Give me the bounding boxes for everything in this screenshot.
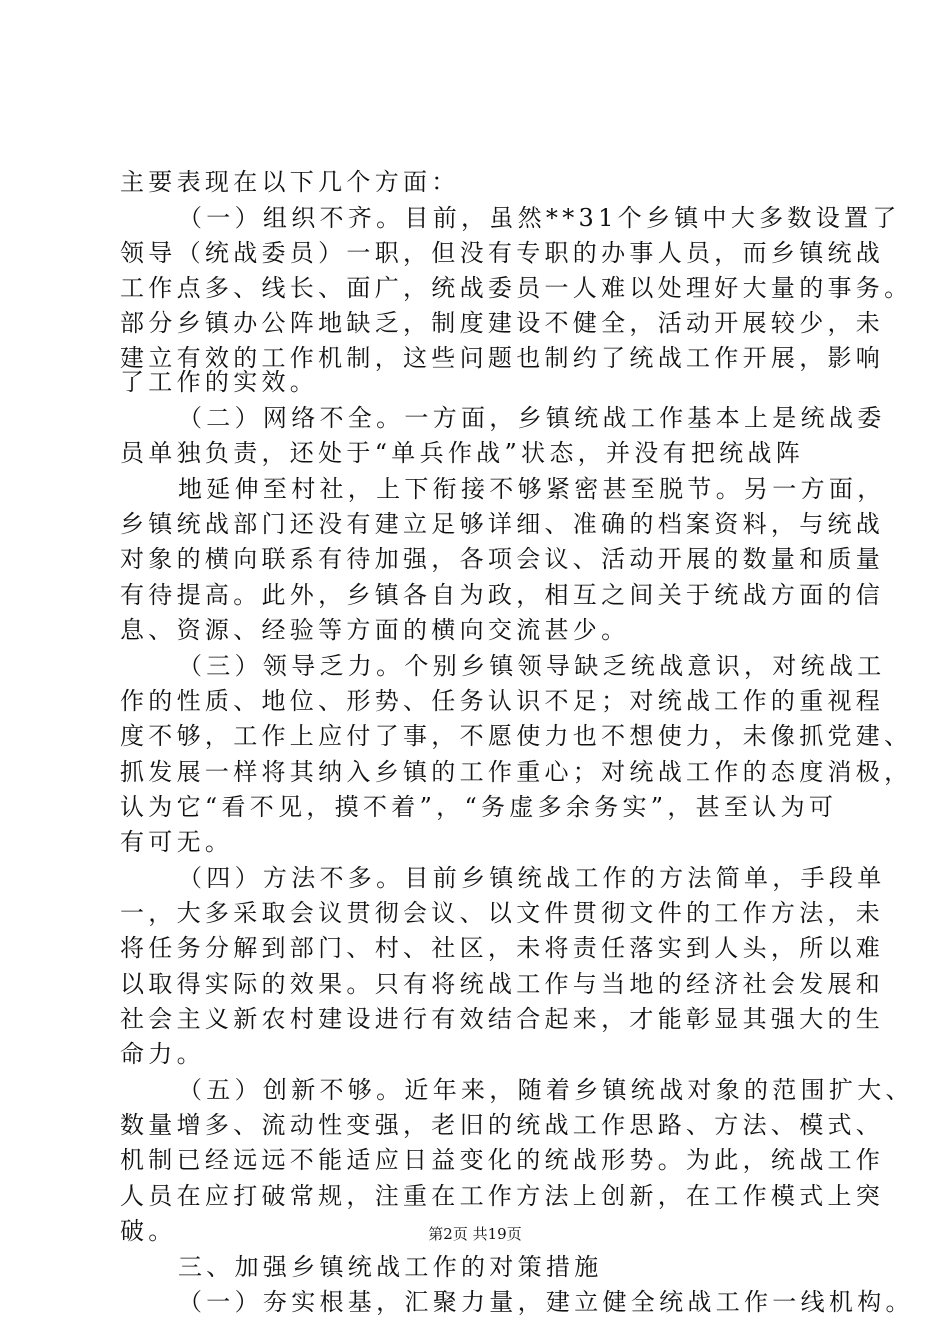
text-line: 有可无。 (120, 828, 234, 856)
text-line: 乡镇统战部门还没有建立足够详细、准确的档案资料，与统战 (120, 510, 885, 538)
text-line: 对象的横向联系有待加强，各项会议、活动开展的数量和质量 (120, 545, 885, 573)
text-line: 建立有效的工作机制，这些问题也制约了统战工作开展，影响 (120, 344, 885, 372)
paragraph-4-start: （四）方法不多。目前乡镇统战工作的方法简单，手段单 (178, 864, 886, 892)
text-line: 社会主义新农村建设进行有效结合起来，才能彰显其强大的生 (120, 1005, 885, 1033)
paragraph-1-start: （一）组织不齐。目前，虽然**31个乡镇中大多数设置了 (178, 204, 901, 232)
text-line: 工作点多、线长、面广，统战委员一人难以处理好大量的事务。 (120, 274, 913, 302)
paragraph-5-start: （五）创新不够。近年来，随着乡镇统战对象的范围扩大、 (178, 1076, 914, 1104)
text-line: 员单独负责，还处于“单兵作战”状态，并没有把统战阵 (120, 439, 805, 467)
text-line: 命力。 (120, 1040, 205, 1068)
text-line: 将任务分解到部门、村、社区，未将责任落实到人头，所以难 (120, 934, 885, 962)
paragraph-3-start: （三）领导乏力。个别乡镇领导缺乏统战意识，对统战工 (178, 652, 886, 680)
text-line: 机制已经远远不能适应日益变化的统战形势。为此，统战工作 (120, 1146, 885, 1174)
text-line: 息、资源、经验等方面的横向交流甚少。 (120, 616, 630, 644)
text-line: 了工作的实效。 (120, 368, 319, 396)
text-line: 人员在应打破常规，注重在工作方法上创新，在工作模式上突 (120, 1182, 885, 1210)
text-line: 领导（统战委员）一职，但没有专职的办事人员，而乡镇统战 (120, 239, 885, 267)
page-footer: 第2页 共19页 (428, 1225, 522, 1243)
text-line: 有待提高。此外，乡镇各自为政，相互之间关于统战方面的信 (120, 581, 885, 609)
paragraph-2-start: （二）网络不全。一方面，乡镇统战工作基本上是统战委 (178, 404, 886, 432)
paragraph-6-start: （一）夯实根基，汇聚力量，建立健全统战工作一线机构。 (178, 1288, 914, 1316)
text-line: 数量增多、流动性变强，老旧的统战工作思路、方法、模式、 (120, 1111, 885, 1139)
text-line: 地延伸至村社，上下衔接不够紧密甚至脱节。另一方面， (178, 475, 886, 503)
text-line: 部分乡镇办公阵地缺乏，制度建设不健全，活动开展较少，未 (120, 309, 885, 337)
text-line: 以取得实际的效果。只有将统战工作与当地的经济社会发展和 (120, 970, 885, 998)
text-line: 作的性质、地位、形势、任务认识不足；对统战工作的重视程 (120, 687, 885, 715)
text-line: 度不够，工作上应付了事，不愿使力也不想使力，未像抓党建、 (120, 722, 913, 750)
section-heading: 三、加强乡镇统战工作的对策措施 (178, 1253, 603, 1281)
text-line: 抓发展一样将其纳入乡镇的工作重心；对统战工作的态度消极， (120, 758, 913, 786)
text-line: 破。 (120, 1217, 177, 1245)
text-line: 认为它“看不见，摸不着”，“务虚多余务实”，甚至认为可 (120, 793, 838, 821)
text-line: 主要表现在以下几个方面： (120, 168, 460, 196)
text-line: 一，大多采取会议贯彻会议、以文件贯彻文件的工作方法，未 (120, 899, 885, 927)
